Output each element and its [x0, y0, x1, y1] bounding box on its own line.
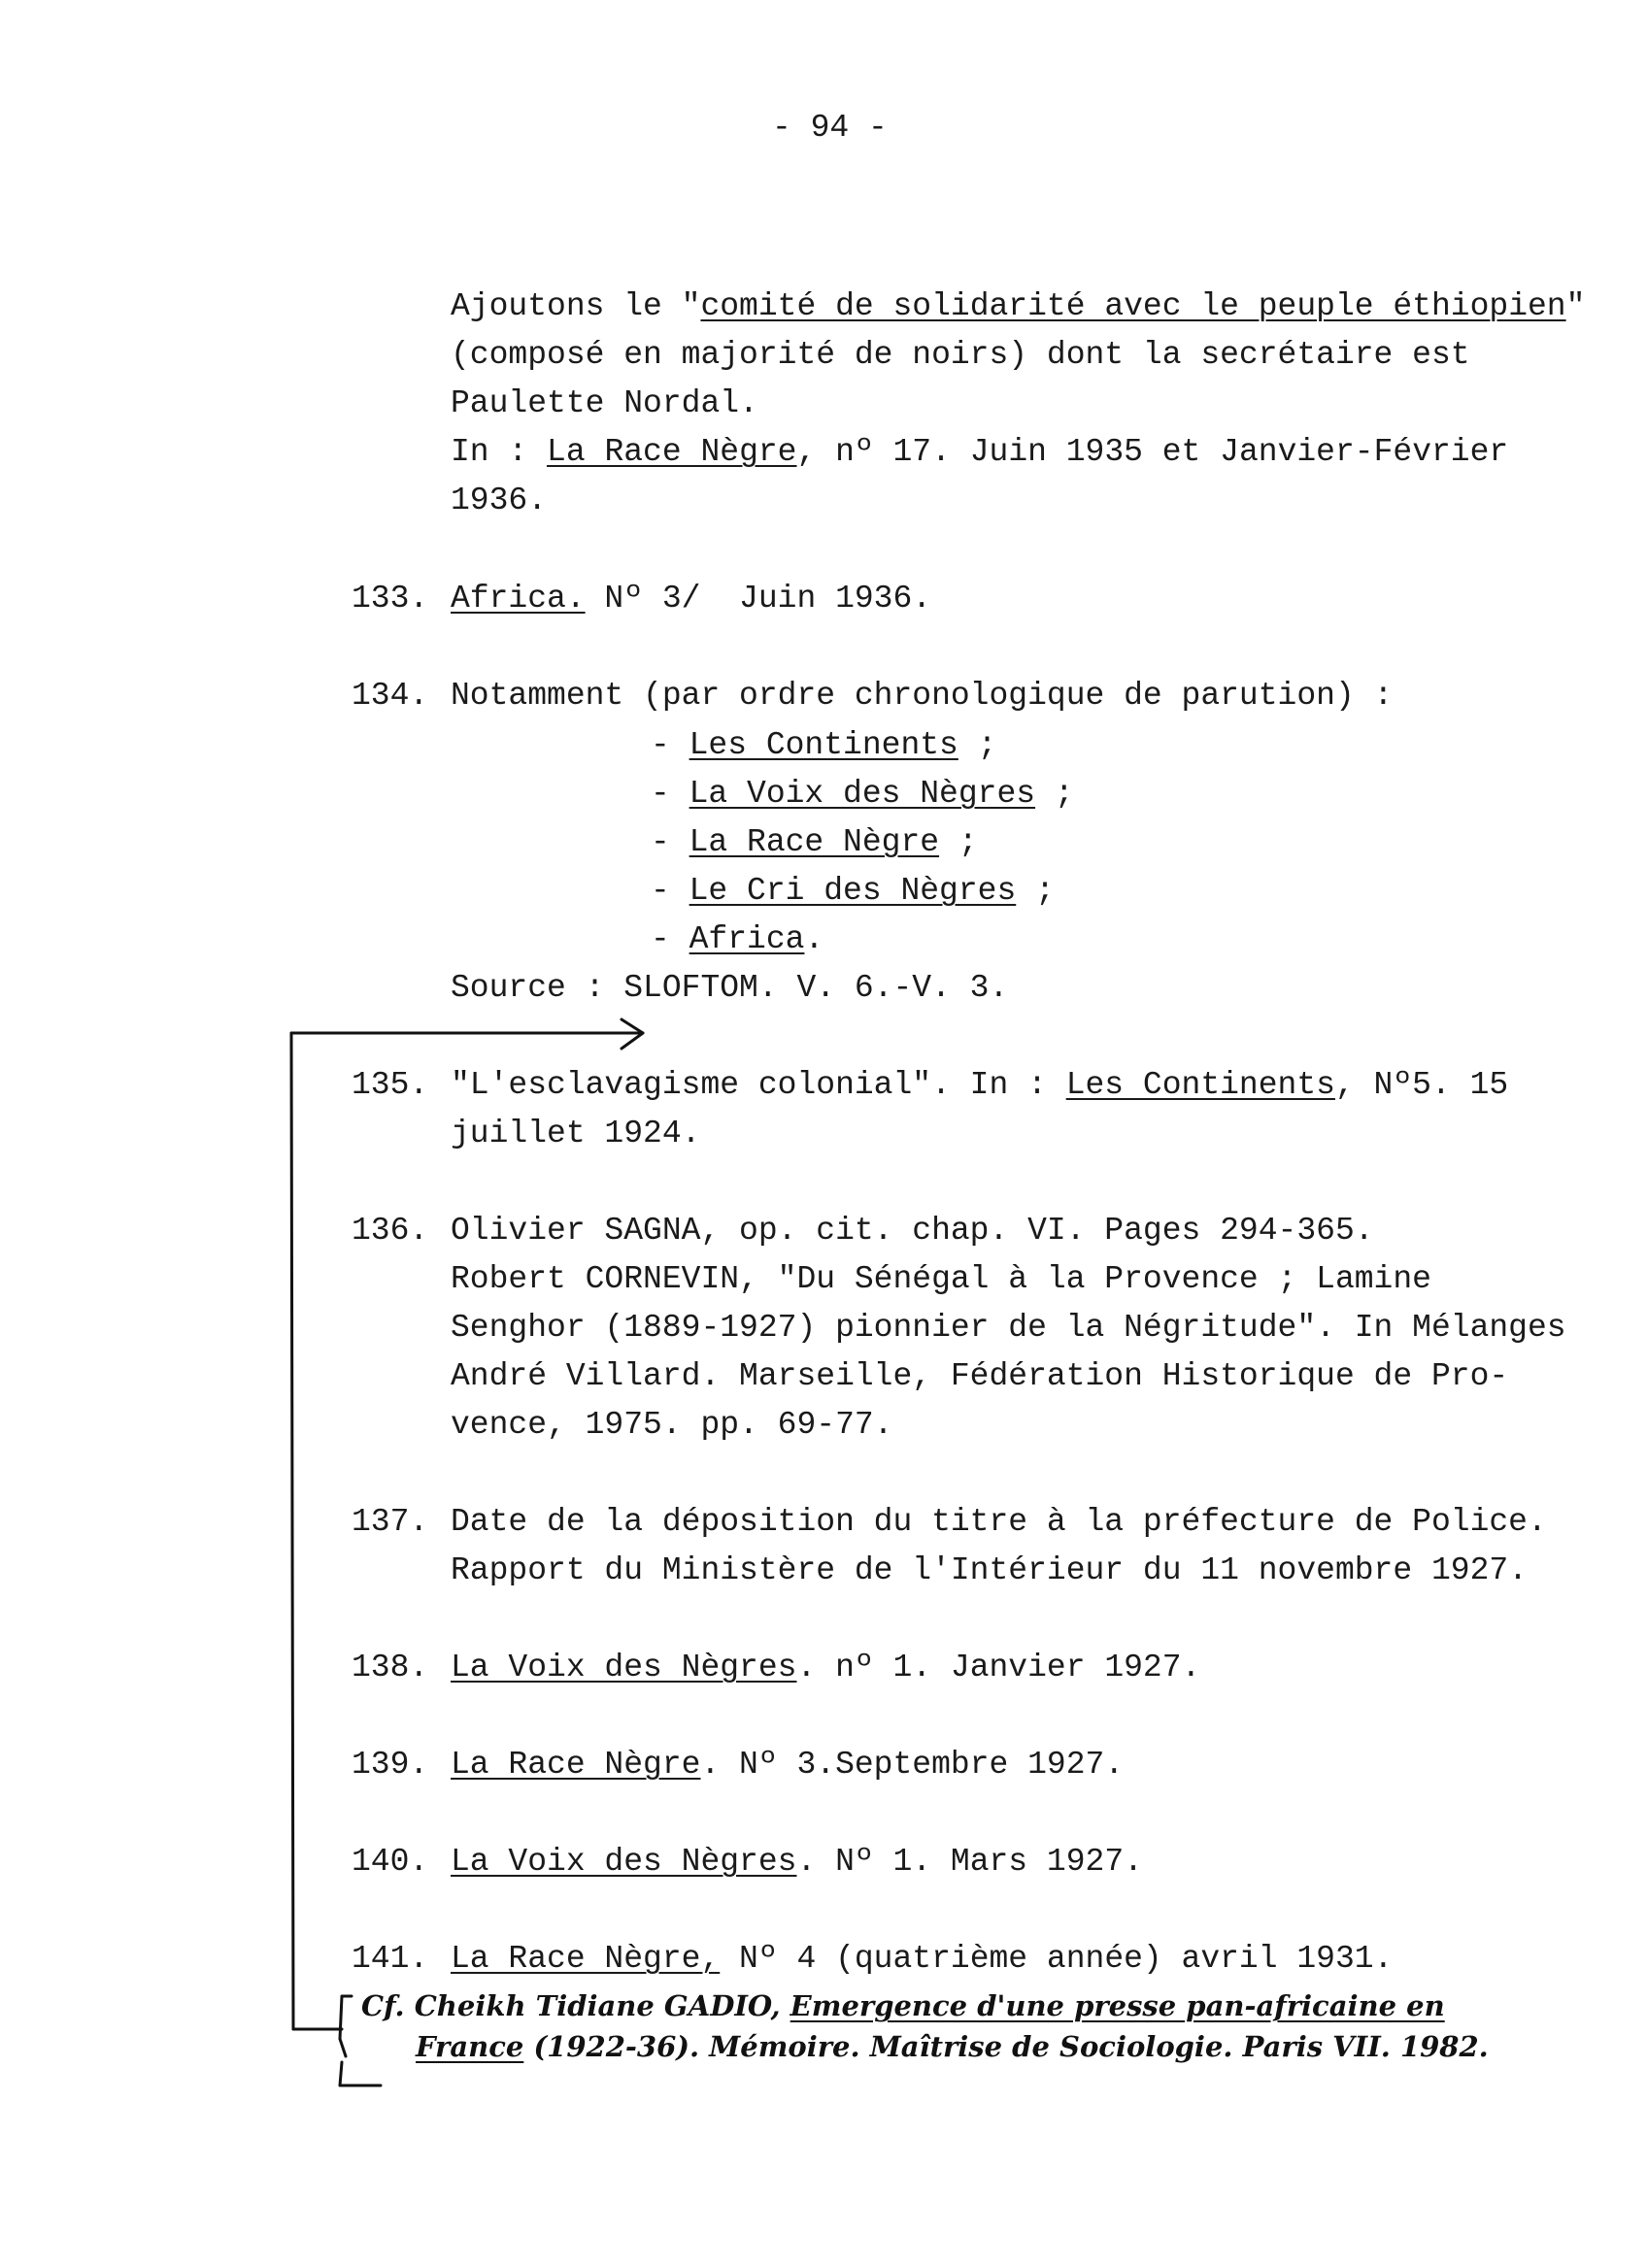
note-139-number: 139. — [352, 1747, 429, 1783]
underlined-title: Les Continents — [1065, 1067, 1335, 1103]
list-item: - Africa. — [651, 921, 824, 957]
note-137-line: Date de la déposition du titre à la préfecture de Police. — [451, 1504, 1547, 1540]
note-text: . Nº 1. Mars 1927. — [796, 1844, 1143, 1880]
underlined-title: La Race Nègre, — [451, 1941, 721, 1977]
handwritten-underlined-title: France — [416, 2030, 524, 2063]
underlined-title: La Voix des Nègres — [451, 1844, 797, 1880]
separator: ; — [1035, 776, 1074, 812]
note-134-number: 134. — [352, 678, 429, 714]
intro-text: " — [1565, 288, 1586, 324]
separator: ; — [1016, 873, 1055, 909]
intro-text: , nº 17. Juin 1935 et Janvier-Février — [796, 434, 1509, 470]
underlined-title: La Voix des Nègres — [451, 1650, 797, 1685]
list-item: - La Voix des Nègres ; — [651, 776, 1074, 812]
underlined-title: comité de solidarité avec le peuple éthiopien — [700, 288, 1566, 324]
note-137-number: 137. — [352, 1504, 429, 1540]
note-138-number: 138. — [352, 1650, 429, 1685]
list-item: - Les Continents ; — [651, 727, 997, 763]
note-text: . Nº 3.Septembre 1927. — [700, 1747, 1125, 1783]
underlined-title: La Race Nègre — [689, 824, 940, 860]
note-text: Nº 4 (quatrième année) avril 1931. — [720, 1941, 1394, 1977]
note-135-number: 135. — [352, 1067, 429, 1103]
list-item: - Le Cri des Nègres ; — [651, 873, 1055, 909]
note-136-number: 136. — [352, 1213, 429, 1249]
intro-text: Ajoutons le " — [451, 288, 701, 324]
handwritten-text: Cf. Cheikh Tidiane GADIO, — [361, 1989, 790, 2022]
intro-line-3: Paulette Nordal. — [451, 385, 758, 421]
handwritten-text: (1922-36). Mémoire. Maîtrise de Sociologie. Paris VII. 1982. — [523, 2030, 1489, 2063]
handwritten-underlined-title: Emergence d'une presse pan-africaine en — [790, 1989, 1445, 2022]
note-136-line: Olivier SAGNA, op. cit. chap. VI. Pages 294-365. — [451, 1213, 1374, 1249]
note-text: "L'esclavagisme colonial". In : — [451, 1067, 1066, 1103]
underlined-title: La Voix des Nègres — [689, 776, 1036, 812]
note-134-text: Notamment (par ordre chronologique de parution) : — [451, 678, 1394, 714]
underlined-title: La Race Nègre — [547, 434, 797, 470]
underlined-title: Africa — [689, 921, 805, 957]
note-133-number: 133. — [352, 581, 429, 617]
note-137-line: Rapport du Ministère de l'Intérieur du 11 novembre 1927. — [451, 1552, 1528, 1588]
underlined-title: Africa. — [451, 581, 586, 617]
page-number: - 94 - — [772, 110, 888, 146]
separator: . — [804, 921, 824, 957]
underlined-title: La Race Nègre — [451, 1747, 701, 1783]
intro-line-5: 1936. — [451, 483, 548, 518]
note-141-number: 141. — [352, 1941, 429, 1977]
separator: ; — [958, 727, 997, 763]
note-text: , Nº5. 15 — [1334, 1067, 1509, 1103]
note-136-line: André Villard. Marseille, Fédération Historique de Pro- — [451, 1358, 1509, 1394]
note-135-line-2: juillet 1924. — [451, 1116, 701, 1151]
note-140-number: 140. — [352, 1844, 429, 1880]
note-text: Nº 3/ Juin 1936. — [585, 581, 932, 617]
note-136-line: Robert CORNEVIN, "Du Sénégal à la Provence ; Lamine — [451, 1261, 1431, 1297]
underlined-title: Le Cri des Nègres — [689, 873, 1017, 909]
intro-text: In : — [451, 434, 548, 470]
intro-line-2: (composé en majorité de noirs) dont la secrétaire est — [451, 337, 1470, 373]
note-136-line: Senghor (1889-1927) pionnier de la Négritude". In Mélanges — [451, 1310, 1566, 1346]
note-text: . nº 1. Janvier 1927. — [796, 1650, 1201, 1685]
note-134-source: Source : SLOFTOM. V. 6.-V. 3. — [451, 970, 1009, 1006]
list-item: - La Race Nègre ; — [651, 824, 978, 860]
separator: ; — [939, 824, 978, 860]
note-136-line: vence, 1975. pp. 69-77. — [451, 1407, 893, 1443]
underlined-title: Les Continents — [689, 727, 958, 763]
